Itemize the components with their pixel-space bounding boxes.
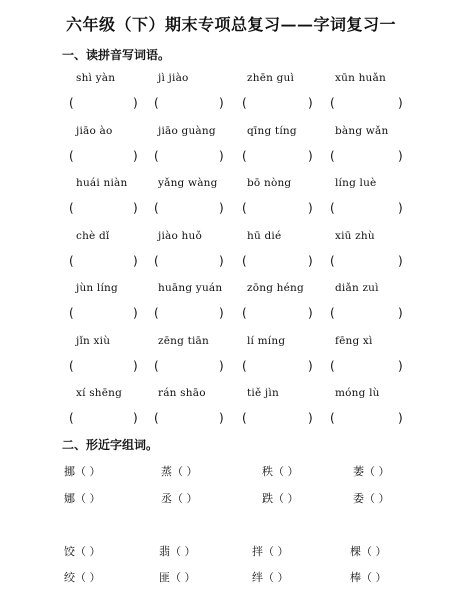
char-row: [0, 463, 462, 479]
bracket-open: (: [154, 358, 159, 373]
answer-bracket-row: [0, 201, 462, 215]
bracket-close: ): [219, 96, 224, 110]
bracket-close: ): [133, 306, 138, 320]
char-prompt: 绞（ ）: [64, 571, 101, 584]
bracket-open: (: [330, 411, 335, 425]
bracket-close: ): [133, 253, 138, 268]
pinyin-prompt: jiāo ào: [76, 124, 113, 137]
bracket-open: (: [154, 411, 159, 425]
char-prompt: 娜（ ）: [64, 492, 101, 505]
bracket-close: ): [308, 306, 313, 320]
bracket-close: ): [398, 306, 403, 320]
char-prompt: 棵（ ）: [350, 545, 387, 558]
pinyin-prompt: diǎn zuì: [335, 282, 379, 294]
pinyin-prompt: xūn huǎn: [335, 72, 386, 84]
bracket-close: ): [308, 411, 313, 425]
answer-bracket-row: [0, 306, 462, 320]
bracket-close: ): [219, 358, 224, 373]
page-title: 六年级（下）期末专项总复习——字词复习一: [65, 15, 396, 34]
bracket-open: (: [69, 96, 74, 110]
pinyin-prompt: huāng yuán: [158, 282, 223, 294]
pinyin-prompt: yǎng wàng: [158, 177, 218, 189]
bracket-close: ): [398, 201, 403, 215]
pinyin-prompt: xí shēng: [76, 387, 123, 399]
bracket-open: (: [330, 306, 335, 320]
char-prompt: 翡（ ）: [159, 545, 196, 558]
bracket-open: (: [330, 253, 335, 268]
pinyin-row: [0, 125, 462, 139]
pinyin-row: [0, 72, 462, 86]
bracket-open: (: [69, 358, 74, 373]
pinyin-prompt: chè dǐ: [76, 229, 110, 242]
char-row: [0, 543, 462, 559]
bracket-close: ): [219, 306, 224, 320]
pinyin-prompt: jǐn xiù: [76, 334, 111, 347]
pinyin-prompt: zēng tiān: [158, 334, 209, 347]
bracket-open: (: [154, 96, 159, 110]
char-prompt: 拌（ ）: [252, 545, 289, 558]
bracket-close: ): [133, 96, 138, 110]
bracket-open: (: [330, 96, 335, 110]
bracket-close: ): [219, 201, 224, 215]
bracket-open: (: [154, 201, 159, 215]
bracket-close: ): [133, 148, 138, 163]
bracket-close: ): [398, 253, 403, 268]
pinyin-prompt: jiāo guàng: [158, 124, 216, 137]
bracket-open: (: [242, 148, 247, 163]
answer-bracket-row: [0, 254, 462, 268]
pinyin-prompt: qīng tíng: [247, 124, 297, 137]
bracket-open: (: [154, 148, 159, 163]
char-prompt: 挪（ ）: [64, 465, 101, 478]
bracket-close: ): [219, 148, 224, 163]
pinyin-prompt: hū dié: [247, 229, 282, 242]
bracket-close: ): [308, 253, 313, 268]
bracket-open: (: [242, 253, 247, 268]
bracket-open: (: [69, 306, 74, 320]
char-row: [0, 569, 462, 585]
bracket-open: (: [69, 201, 74, 215]
pinyin-prompt: jùn líng: [76, 282, 118, 294]
pinyin-row: [0, 230, 462, 244]
char-prompt: 饺（ ）: [64, 545, 101, 558]
bracket-open: (: [154, 306, 159, 320]
pinyin-prompt: rán shāo: [158, 387, 206, 399]
pinyin-prompt: tiě jìn: [247, 387, 279, 399]
bracket-close: ): [219, 253, 224, 268]
bracket-open: (: [154, 253, 159, 268]
bracket-close: ): [398, 358, 403, 373]
answer-bracket-row: [0, 359, 462, 373]
pinyin-prompt: jiào huǒ: [158, 229, 202, 242]
pinyin-prompt: bō nòng: [247, 177, 292, 189]
bracket-close: ): [398, 148, 403, 163]
bracket-close: ): [308, 201, 313, 215]
bracket-close: ): [133, 411, 138, 425]
bracket-close: ): [308, 358, 313, 373]
bracket-open: (: [330, 201, 335, 215]
pinyin-prompt: huái niàn: [76, 177, 128, 189]
pinyin-prompt: líng luè: [335, 177, 377, 189]
char-prompt: 萎（ ）: [353, 465, 390, 478]
pinyin-row: [0, 177, 462, 191]
char-prompt: 丞（ ）: [161, 492, 198, 505]
bracket-close: ): [398, 411, 403, 425]
bracket-open: (: [242, 306, 247, 320]
bracket-open: (: [242, 358, 247, 373]
bracket-open: (: [69, 411, 74, 425]
pinyin-prompt: zōng héng: [247, 282, 304, 294]
pinyin-prompt: móng lù: [335, 387, 380, 399]
char-prompt: 跌（ ）: [262, 492, 299, 505]
answer-bracket-row: [0, 96, 462, 110]
bracket-close: ): [133, 201, 138, 215]
char-prompt: 匪（ ）: [159, 571, 196, 584]
char-prompt: 蒸（ ）: [161, 465, 198, 478]
pinyin-prompt: jì jiào: [158, 72, 189, 84]
bracket-open: (: [69, 148, 74, 163]
pinyin-prompt: bàng wǎn: [335, 124, 389, 137]
bracket-close: ): [308, 96, 313, 110]
pinyin-prompt: xiū zhù: [335, 229, 375, 242]
bracket-close: ): [308, 148, 313, 163]
bracket-open: (: [330, 148, 335, 163]
pinyin-row: [0, 387, 462, 401]
bracket-open: (: [330, 358, 335, 373]
section-title-pinyin: 一、读拼音写词语。: [62, 48, 171, 62]
answer-bracket-row: [0, 411, 462, 425]
pinyin-row: [0, 282, 462, 296]
answer-bracket-row: [0, 149, 462, 163]
char-prompt: 棒（ ）: [350, 571, 387, 584]
bracket-open: (: [69, 253, 74, 268]
bracket-open: (: [242, 96, 247, 110]
char-prompt: 秩（ ）: [262, 465, 299, 478]
char-row: [0, 490, 462, 506]
char-prompt: 委（ ）: [353, 492, 390, 505]
pinyin-prompt: shì yàn: [76, 72, 116, 84]
bracket-close: ): [133, 358, 138, 373]
pinyin-prompt: zhēn guì: [247, 72, 295, 84]
pinyin-prompt: fēng xì: [335, 334, 373, 347]
char-prompt: 绊（ ）: [252, 571, 289, 584]
pinyin-row: [0, 335, 462, 349]
pinyin-prompt: lí míng: [247, 334, 286, 347]
bracket-open: (: [242, 201, 247, 215]
bracket-open: (: [242, 411, 247, 425]
bracket-close: ): [398, 96, 403, 110]
bracket-close: ): [219, 411, 224, 425]
section-title-similar-chars: 二、形近字组词。: [62, 438, 159, 452]
